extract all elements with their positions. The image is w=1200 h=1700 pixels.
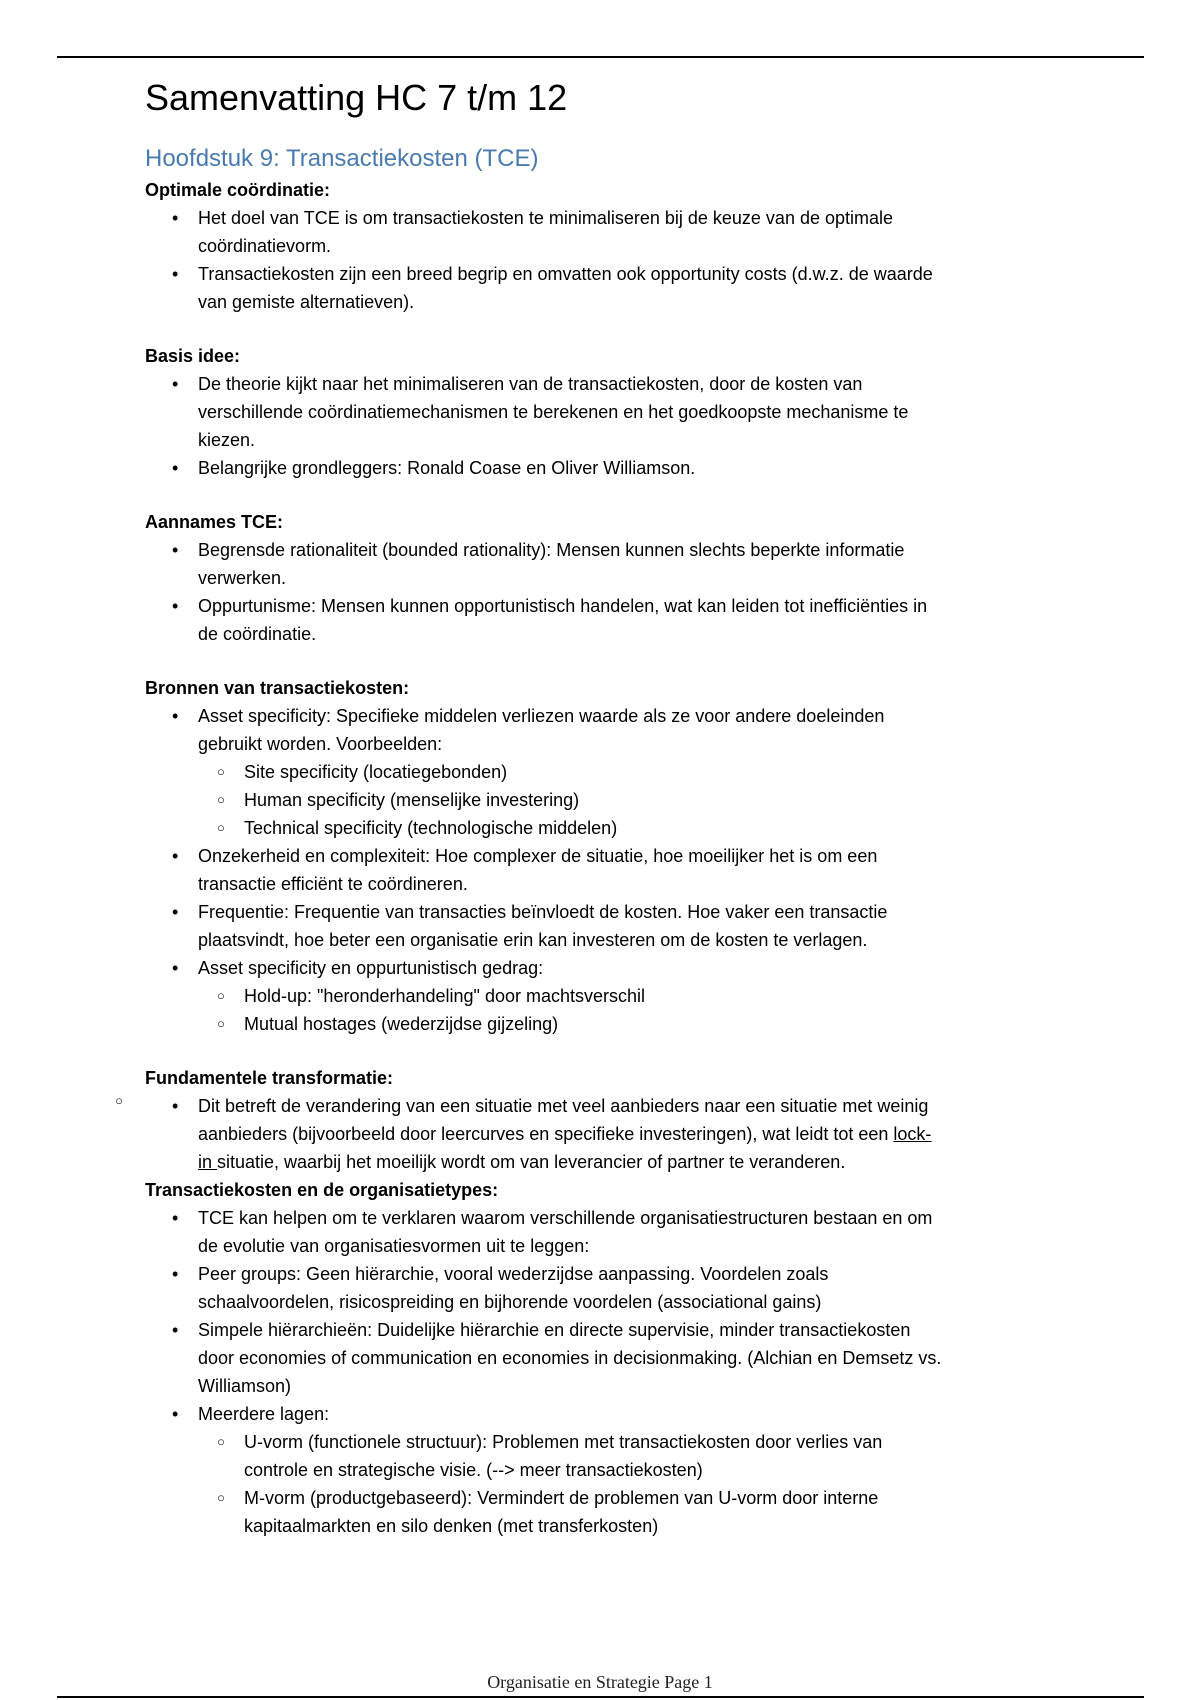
list-item	[198, 1092, 945, 1176]
bullet-list	[145, 204, 945, 316]
bottom-rule	[57, 1696, 1144, 1698]
chapter-heading: Hoofdstuk 9: Transactiekosten (TCE)	[145, 145, 539, 172]
section-heading: Fundamentele transformatie:	[145, 1068, 394, 1088]
sub-bullet-list	[198, 758, 945, 842]
section-optimale-coordinatie	[145, 176, 945, 316]
list-item: • Onzekerheid en complexiteit: Hoe complexer de situatie, hoe moeilijker het is om een transactie efficiënt te coördineren.	[198, 842, 945, 898]
list-item	[198, 954, 945, 1038]
section-heading: Aannames TCE:	[145, 512, 284, 532]
list-item: • Belangrijke grondleggers: Ronald Coase en Oliver Williamson.	[198, 454, 945, 482]
sub-list-item: ○ Hold-up: "heronderhandeling" door machtsverschil	[244, 982, 945, 1010]
bullet-list	[145, 1204, 945, 1540]
list-item: • Simpele hiërarchieën: Duidelijke hiërarchie en directe supervisie, minder transactiekosten door economies of communication en economies in decisionmaking. (Alchian en Demsetz vs. Williamson)	[198, 1316, 945, 1400]
lock-in-term: lock-in	[198, 1124, 932, 1172]
list-item: • Frequentie: Frequentie van transacties beïnvloedt de kosten. Hoe vaker een transactie plaatsvindt, hoe beter een organisatie erin kan investeren om de kosten te verlagen.	[198, 898, 945, 954]
sub-bullet-list	[198, 982, 945, 1038]
section-heading: Basis idee:	[145, 346, 241, 366]
page-title: Samenvatting HC 7 t/m 12	[145, 77, 568, 118]
list-item-text: Meerdere lagen:	[198, 1404, 330, 1424]
list-item: • Begrensde rationaliteit (bounded rationality): Mensen kunnen slechts beperkte informatie verwerken.	[198, 536, 945, 592]
document-body	[145, 72, 945, 1540]
section-organisatietypes	[145, 1176, 945, 1540]
list-item: • Het doel van TCE is om transactiekosten te minimaliseren bij de keuze van de optimale coördinatievorm.	[198, 204, 945, 260]
list-item-text: Dit betreft de verandering van een situatie met veel aanbieders naar een situatie met weinig aanbieders (bijvoorbeeld door leercurves en specifieke investeringen), wat leidt tot een	[198, 1096, 929, 1144]
list-item-text: situatie, waarbij het moeilijk wordt om van leverancier of partner te veranderen.	[217, 1152, 846, 1172]
bullet-list	[145, 536, 945, 648]
list-item: • TCE kan helpen om te verklaren waarom verschillende organisatiestructuren bestaan en om de evolutie van organisatiesvormen uit te leggen:	[198, 1204, 945, 1260]
list-item	[198, 1400, 945, 1540]
bullet-list	[145, 370, 945, 482]
section-heading: Optimale coördinatie:	[145, 180, 331, 200]
sub-list-item: ○ Technical specificity (technologische middelen)	[244, 814, 945, 842]
sub-bullet-list	[198, 1428, 945, 1540]
section-heading: Bronnen van transactiekosten:	[145, 678, 410, 698]
sub-list-item: ○ U-vorm (functionele structuur): Problemen met transactiekosten door verlies van controle en strategische visie. (--> meer transactiekosten)	[244, 1428, 945, 1484]
section-basis-idee	[145, 342, 945, 482]
list-item: • Peer groups: Geen hiërarchie, vooral wederzijdse aanpassing. Voordelen zoals schaalvoordelen, risicospreiding en bijhorende voordelen (associational gains)	[198, 1260, 945, 1316]
section-heading: Transactiekosten en de organisatietypes:	[145, 1180, 499, 1200]
stray-bullet: ○	[115, 1093, 123, 1108]
list-item	[198, 702, 945, 842]
bullet-list	[145, 1092, 945, 1176]
top-rule	[57, 56, 1144, 58]
section-bronnen-transactiekosten	[145, 674, 945, 1038]
sub-list-item: ○ Human specificity (menselijke investering)	[244, 786, 945, 814]
section-aannames-tce	[145, 508, 945, 648]
sub-list-item: ○ Mutual hostages (wederzijdse gijzeling)	[244, 1010, 945, 1038]
list-item: • Transactiekosten zijn een breed begrip en omvatten ook opportunity costs (d.w.z. de waarde van gemiste alternatieven).	[198, 260, 945, 316]
sub-list-item: ○ Site specificity (locatiegebonden)	[244, 758, 945, 786]
sub-list-item: ○ M-vorm (productgebaseerd): Vermindert de problemen van U-vorm door interne kapitaalmarkten en silo denken (met transferkosten)	[244, 1484, 945, 1540]
list-item-text: Asset specificity en oppurtunistisch gedrag:	[198, 958, 544, 978]
list-item: • De theorie kijkt naar het minimaliseren van de transactiekosten, door de kosten van verschillende coördinatiemechanismen te berekenen en het goedkoopste mechanisme te kiezen.	[198, 370, 945, 454]
section-fundamentele-transformatie	[145, 1064, 945, 1176]
page-footer: Organisatie en Strategie Page 1	[487, 1672, 713, 1692]
bullet-list	[145, 702, 945, 1038]
list-item-text: Asset specificity: Specifieke middelen verliezen waarde als ze voor andere doeleinden gebruikt worden. Voorbeelden:	[198, 706, 885, 754]
list-item: • Oppurtunisme: Mensen kunnen opportunistisch handelen, wat kan leiden tot inefficiënties in de coördinatie.	[198, 592, 945, 648]
